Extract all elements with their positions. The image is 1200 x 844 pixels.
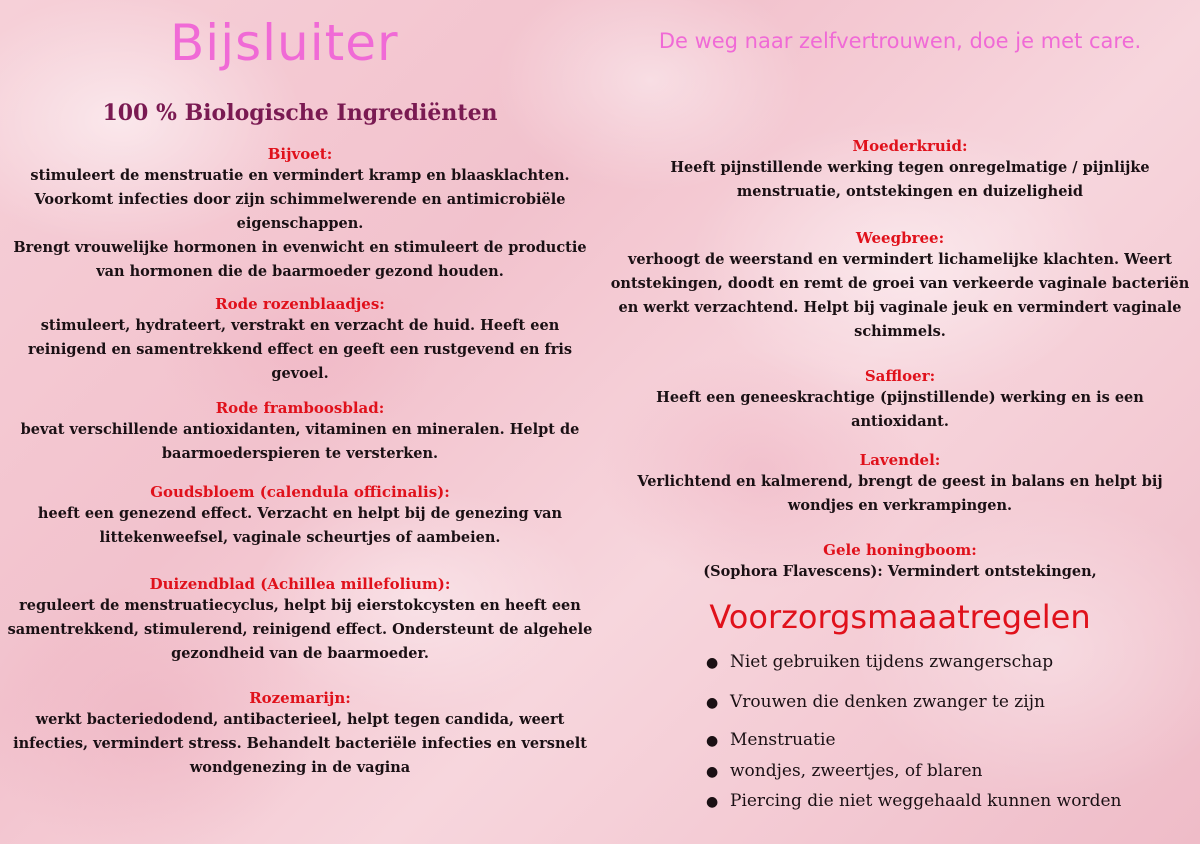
section-rode-framboosblad <box>0 398 600 466</box>
section-rozemarijn <box>0 688 600 780</box>
page-title: Bijsluiter <box>170 14 399 72</box>
section-heading: Rode framboosblad: <box>215 399 385 417</box>
list-item-label: Menstruatie <box>730 730 836 750</box>
list-item <box>706 692 1045 712</box>
precautions-title: Voorzorgsmaaatregelen <box>709 598 1091 636</box>
section-text: stimuleert, hydrateert, verstrakt en verzacht de huid. Heeft een reinigend en samentrekkend effect en geeft een rustgevend en fris gevoel. <box>27 317 573 382</box>
list-item-label: Niet gebruiken tijdens zwangerschap <box>730 652 1054 672</box>
bullet-icon: ● <box>706 655 719 671</box>
section-rode-rozenblaadjes <box>0 294 600 386</box>
list-item <box>706 730 836 750</box>
section-heading: Goudsbloem (calendula officinalis): <box>150 483 450 501</box>
section-text: (Sophora Flavescens): Vermindert ontstekingen, <box>703 563 1097 580</box>
section-duizendblad <box>0 574 600 666</box>
section-heading: Moederkruid: <box>852 137 968 155</box>
list-item <box>706 652 1053 672</box>
section-bijvoet <box>0 144 600 284</box>
section-heading: Lavendel: <box>859 451 941 469</box>
section-text: Verlichtend en kalmerend, brengt de geest in balans en helpt bij wondjes en verkrampingen. <box>637 473 1163 514</box>
section-heading: Bijvoet: <box>267 145 333 163</box>
bullet-icon: ● <box>706 794 719 810</box>
section-heading: Rozemarijn: <box>249 689 351 707</box>
section-text: werkt bacteriedodend, antibacterieel, helpt tegen candida, weert infecties, vermindert stress. Behandelt bacteriële infecties en versnelt wondgenezing in de vagina <box>13 711 587 776</box>
section-gele-honingboom <box>620 540 1180 584</box>
section-text <box>0 164 600 284</box>
list-item-label: Vrouwen die denken zwanger te zijn <box>730 692 1045 712</box>
section-text: reguleert de menstruatiecyclus, helpt bij eierstokcysten en heeft een samentrekkend, stimulerend, reinigend effect. Ondersteunt de algehele gezondheid van de baarmoeder. <box>7 597 593 662</box>
section-heading: Weegbree: <box>855 229 945 247</box>
section-text-line: stimuleert de menstruatie en vermindert kramp en blaasklachten. Voorkomt infecties door zijn schimmelwerende en antimicrobiële eigenschappen. Brengt vrouwelijke hormonen in evenwicht en stimuleert de productie van hormonen die de baarmoeder gezond houden. <box>13 167 587 280</box>
section-heading: Rode rozenblaadjes: <box>215 295 385 313</box>
section-text: Heeft een geneeskrachtige (pijnstillende) werking en is een antioxidant. <box>656 389 1144 430</box>
section-text: Heeft pijnstillende werking tegen onregelmatige / pijnlijke menstruatie, ontstekingen en duizeligheid <box>670 159 1150 200</box>
section-heading: Duizendblad (Achillea millefolium): <box>149 575 451 593</box>
section-text: bevat verschillende antioxidanten, vitaminen en mineralen. Helpt de baarmoederspieren te versterken. <box>20 421 580 462</box>
bullet-icon: ● <box>706 695 719 711</box>
section-text: verhoogt de weerstand en vermindert lichamelijke klachten. Weert ontstekingen, doodt en remt de groei van verkeerde vaginale bacteriën en werkt verzachtend. Helpt bij vaginale jeuk en vermindert vaginale schimmels. <box>610 251 1190 340</box>
section-heading: Saffloer: <box>864 367 936 385</box>
section-lavendel <box>620 450 1180 518</box>
bullet-icon: ● <box>706 764 719 780</box>
section-goudsbloem <box>0 482 600 550</box>
list-item <box>706 761 982 781</box>
section-text: heeft een genezend effect. Verzacht en helpt bij de genezing van littekenweefsel, vaginale scheurtjes of aambeien. <box>37 505 563 546</box>
page-subtitle: 100 % Biologische Ingrediënten <box>102 100 498 126</box>
section-heading: Gele honingboom: <box>823 541 977 559</box>
list-item <box>706 791 1121 811</box>
section-saffloer <box>620 366 1180 434</box>
section-moederkruid <box>640 136 1180 204</box>
list-item-label: wondjes, zweertjes, of blaren <box>730 761 983 781</box>
section-weegbree <box>610 228 1190 344</box>
list-item-label: Piercing die niet weggehaald kunnen worden <box>730 791 1122 811</box>
tagline: De weg naar zelfvertrouwen, doe je met care. <box>658 29 1142 53</box>
bullet-icon: ● <box>706 733 719 749</box>
